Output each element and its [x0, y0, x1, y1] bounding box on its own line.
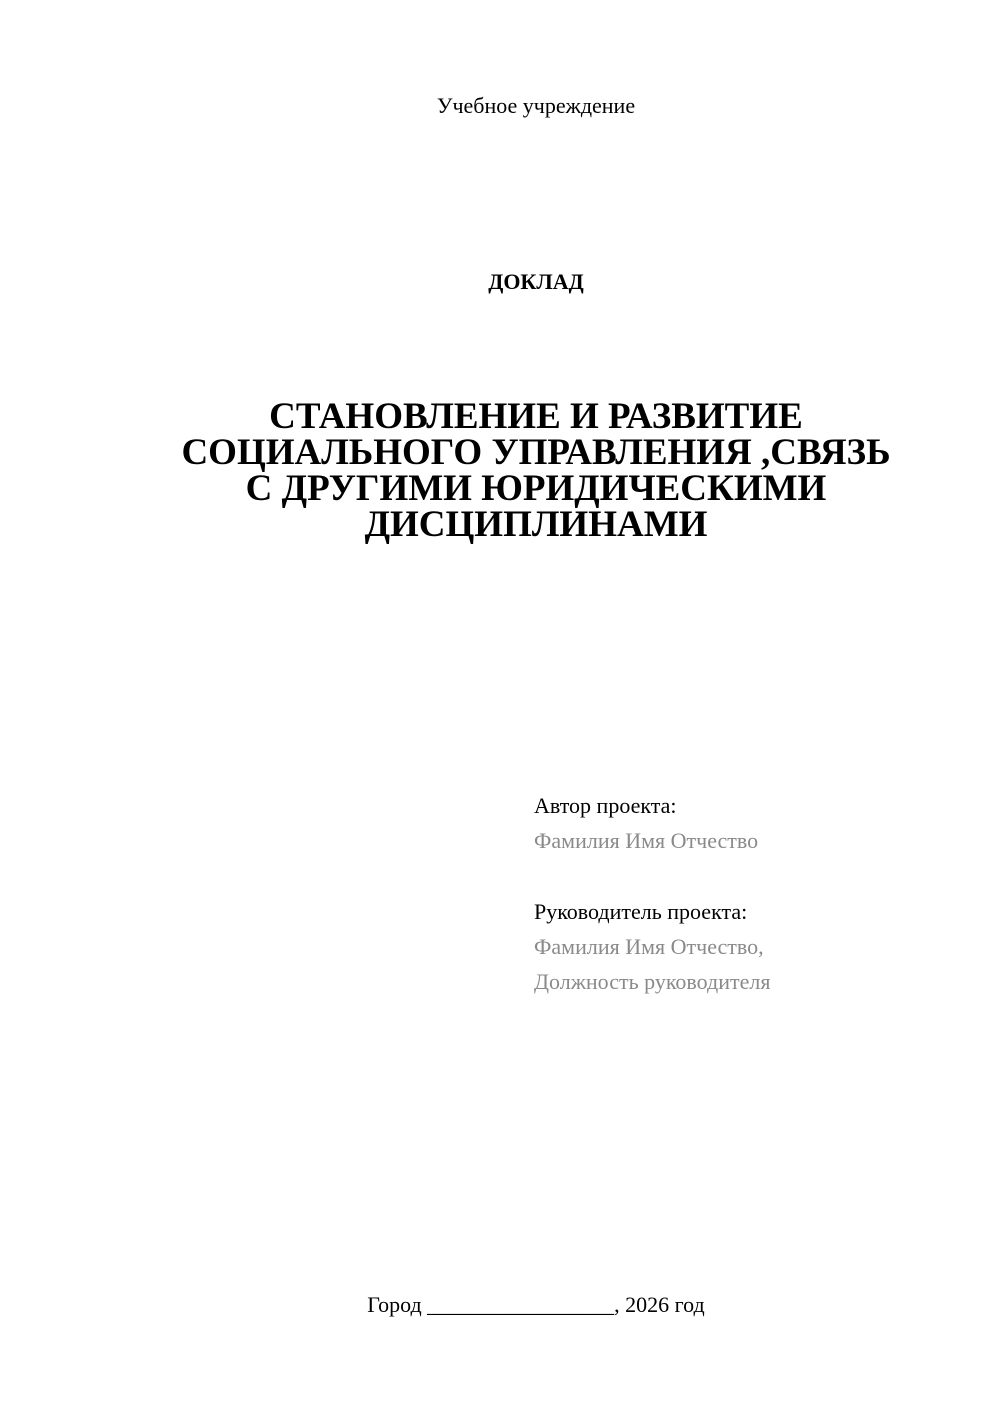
- author-block: [534, 788, 974, 858]
- supervisor-block: [534, 894, 974, 999]
- credits-block: [534, 788, 974, 1035]
- city-year-line: Город _________________, 2026 год: [367, 1292, 705, 1317]
- report-title-line: СТАНОВЛЕНИЕ И РАЗВИТИЕ: [269, 396, 803, 437]
- report-title-line: С ДРУГИМИ ЮРИДИЧЕСКИМИ: [245, 468, 827, 509]
- report-title: [130, 396, 942, 545]
- document-type: ДОКЛАД: [488, 269, 584, 294]
- report-title-line: ДИСЦИПЛИНАМИ: [364, 504, 708, 545]
- supervisor-label: Руководитель проекта:: [534, 899, 748, 924]
- report-title-line: СОЦИАЛЬНОГО УПРАВЛЕНИЯ ,СВЯЗЬ: [181, 432, 891, 473]
- supervisor-position: Должность руководителя: [534, 969, 771, 994]
- institution-name: Учебное учреждение: [436, 93, 636, 118]
- supervisor-name: Фамилия Имя Отчество,: [534, 934, 764, 959]
- author-name: Фамилия Имя Отчество: [534, 828, 759, 853]
- author-label: Автор проекта:: [534, 793, 677, 818]
